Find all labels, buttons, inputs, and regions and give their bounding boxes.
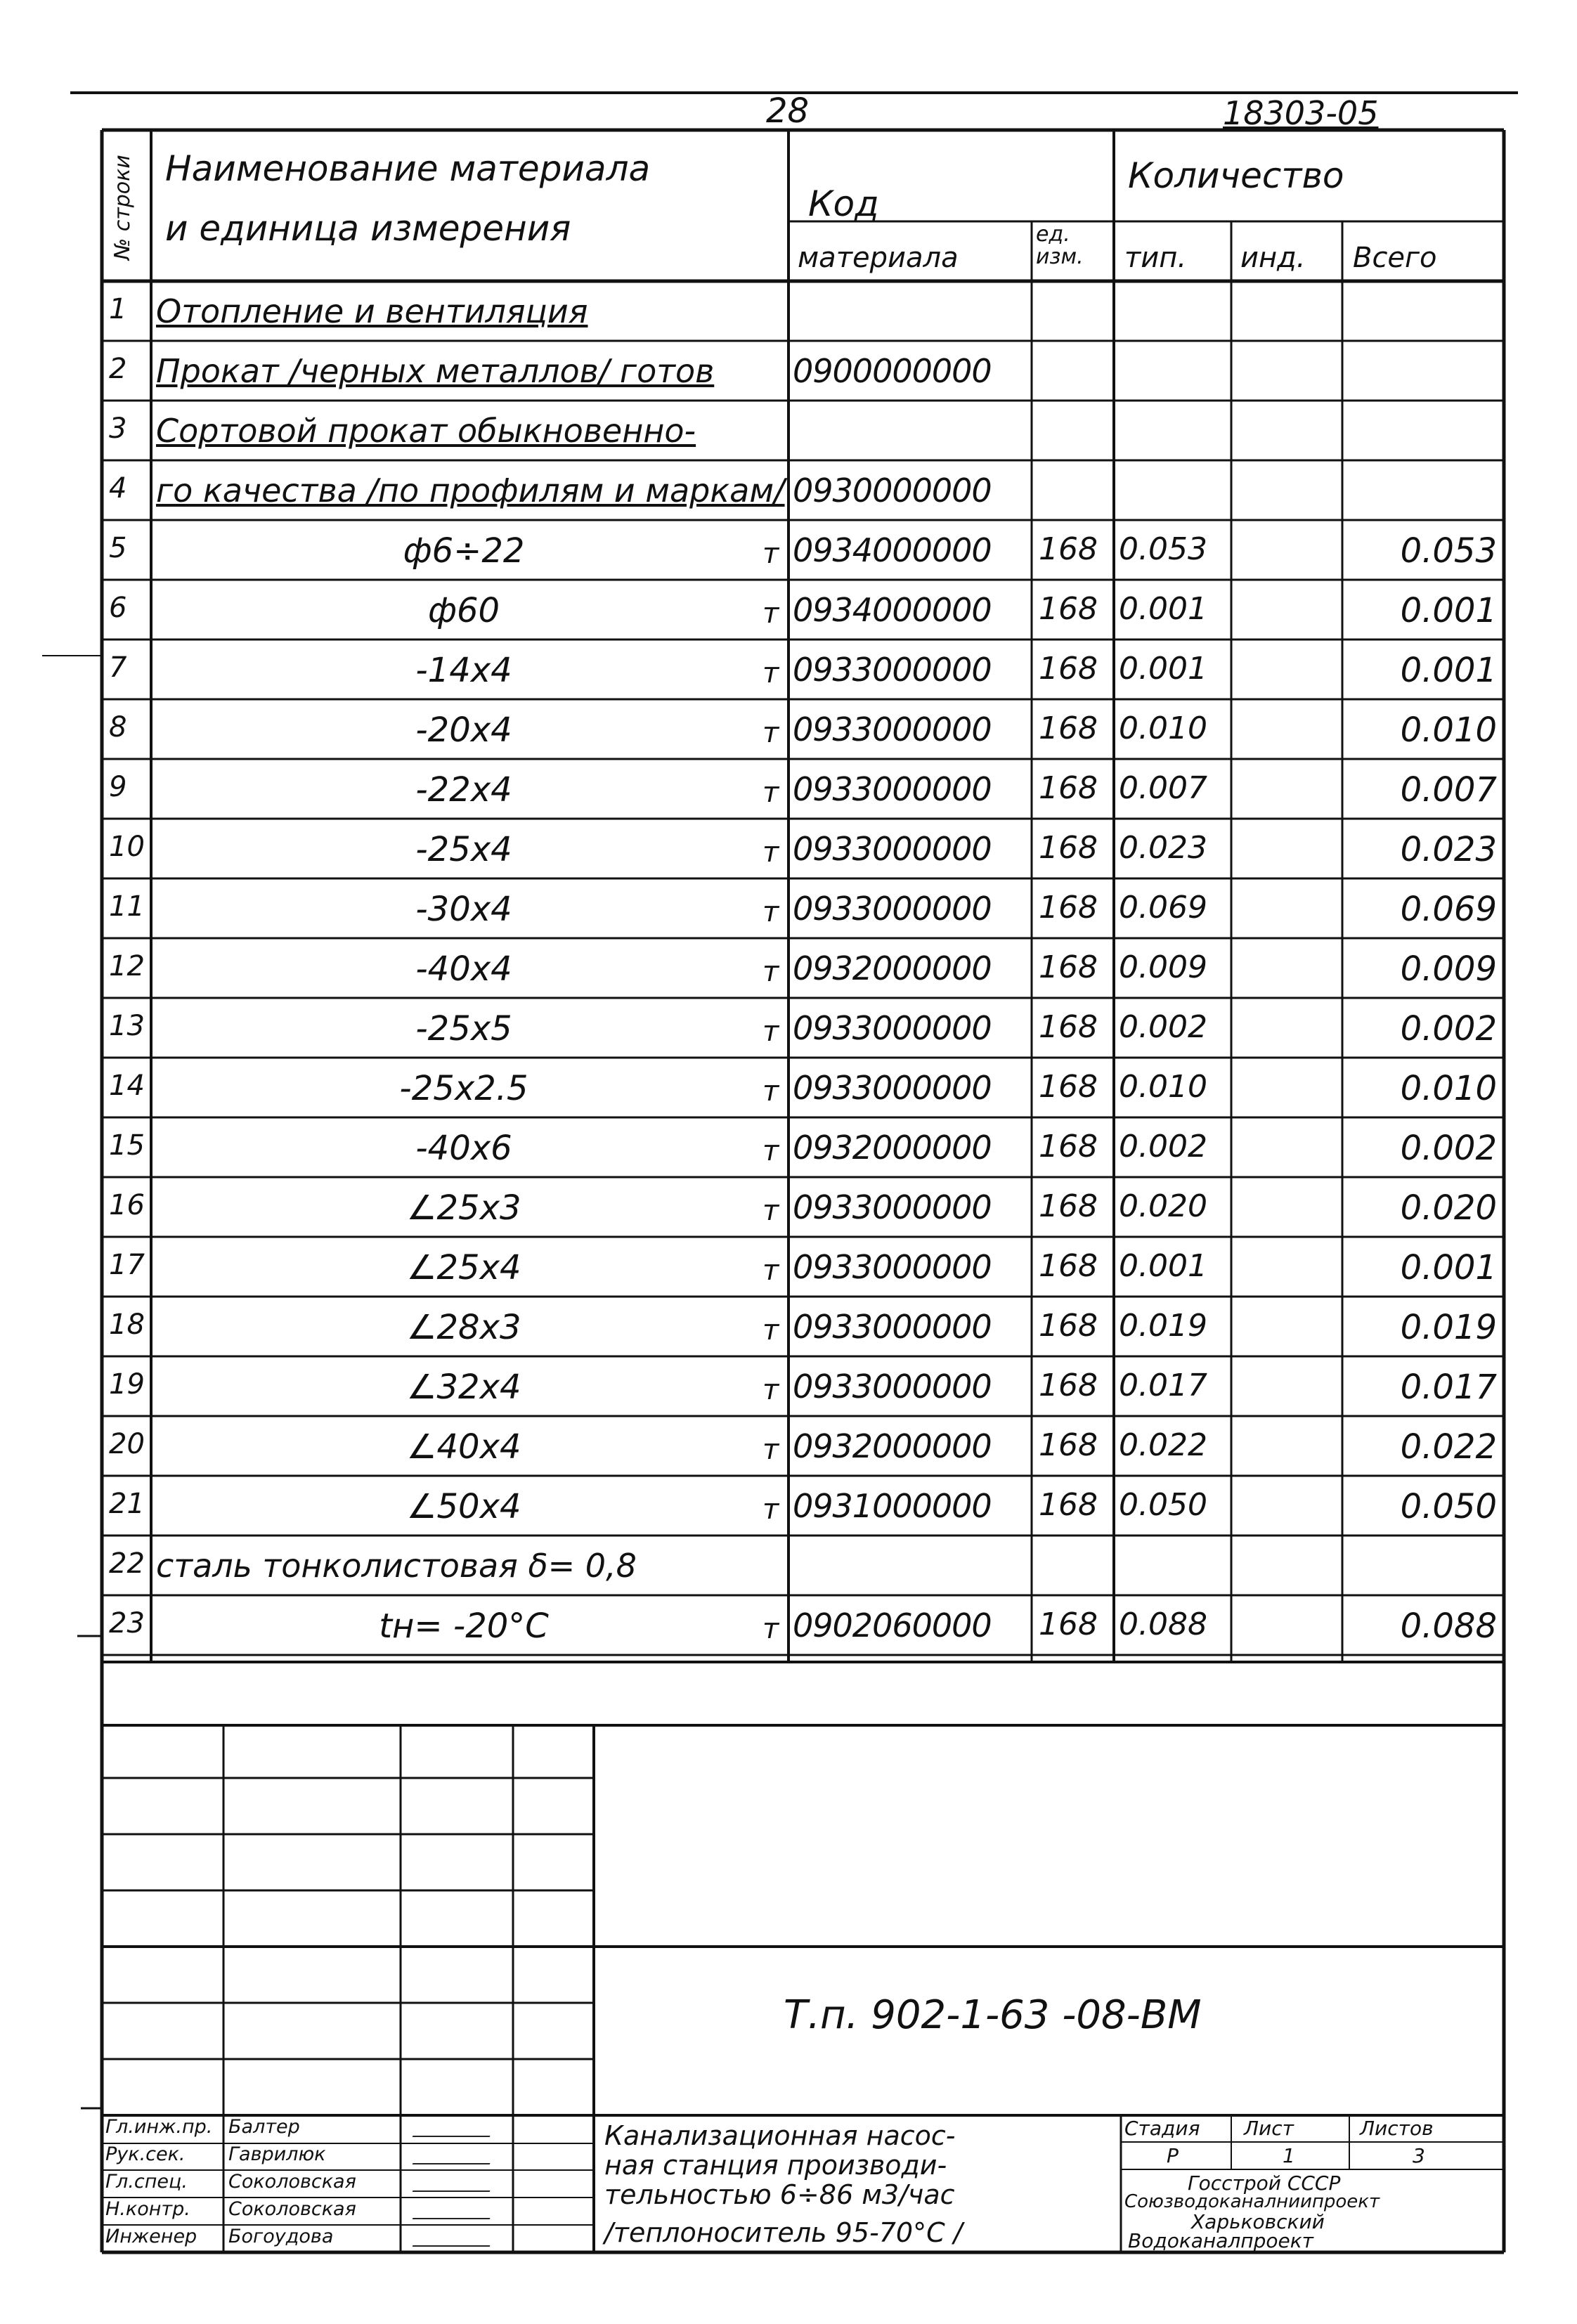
- unit-of-measure: т: [762, 1135, 779, 1167]
- qty-total: 0.019: [1400, 1308, 1497, 1347]
- material-code: 0933000000: [793, 890, 992, 928]
- material-code: 0933000000: [793, 1368, 992, 1406]
- material-subheader: материала: [798, 242, 959, 274]
- qty-total: 0.022: [1400, 1427, 1497, 1467]
- unit-code: 168: [1039, 830, 1098, 866]
- unit-code: 168: [1039, 949, 1098, 985]
- unit-of-measure: т: [762, 956, 779, 988]
- qty-total: 0.002: [1400, 1009, 1497, 1049]
- material-name: ∠28х3: [406, 1308, 521, 1347]
- staff-role: Гл.инж.пр.: [105, 2116, 213, 2138]
- row-number: 1: [109, 293, 127, 325]
- qty-total: 0.009: [1400, 949, 1497, 989]
- unit-code: 168: [1039, 1368, 1098, 1403]
- material-code: 0932000000: [793, 1427, 992, 1465]
- row-number: 18: [109, 1309, 145, 1341]
- unit-code: 168: [1039, 1606, 1098, 1642]
- material-code: 0934000000: [793, 531, 992, 569]
- unit-code: 168: [1039, 1129, 1098, 1164]
- material-name: ∠32х4: [406, 1368, 521, 1407]
- qty-total: 0.001: [1400, 591, 1497, 630]
- unit-of-measure: т: [762, 896, 779, 928]
- unit-code: 168: [1039, 651, 1098, 687]
- staff-role: Рук.сек.: [105, 2143, 186, 2165]
- description-line1: Канализационная насос-: [604, 2120, 956, 2151]
- qty-total: 0.088: [1400, 1606, 1497, 1646]
- material-code: 0933000000: [793, 710, 992, 748]
- unit-code: 168: [1039, 1487, 1098, 1523]
- unit-code: 168: [1039, 890, 1098, 926]
- material-name: tн= -20°С: [379, 1606, 549, 1646]
- unit-code: 168: [1039, 1069, 1098, 1105]
- signature: [413, 2179, 495, 2192]
- row-number: 8: [109, 711, 127, 744]
- sheets-label: Листов: [1360, 2117, 1434, 2140]
- qty-typ: 0.022: [1119, 1427, 1207, 1463]
- signature: [413, 2124, 495, 2137]
- row-number: 23: [109, 1607, 145, 1640]
- row-number: 14: [109, 1070, 145, 1102]
- total-subheader: Всего: [1353, 242, 1437, 274]
- material-name: -25х4: [415, 830, 512, 869]
- ind-subheader: инд.: [1240, 242, 1306, 274]
- qty-total: 0.001: [1400, 1248, 1497, 1287]
- material-name: ф60: [427, 591, 500, 630]
- qty-total: 0.069: [1400, 890, 1497, 929]
- sheets-value: 3: [1413, 2144, 1425, 2167]
- org-line3: Харьковский: [1191, 2210, 1325, 2233]
- unit-code: 168: [1039, 591, 1098, 627]
- material-name: -14х4: [415, 651, 512, 690]
- material-code: 0930000000: [793, 472, 992, 509]
- material-name: ф6÷22: [403, 531, 525, 571]
- page-number: 28: [766, 91, 810, 131]
- row-number: 6: [109, 592, 127, 624]
- qty-total: 0.023: [1400, 830, 1497, 869]
- material-name: ∠25х4: [406, 1248, 521, 1287]
- org-line1: Госстрой СССР: [1188, 2172, 1341, 2195]
- unit-of-measure: т: [762, 777, 779, 809]
- material-name: ∠25х3: [406, 1188, 521, 1228]
- staff-name: Балтер: [228, 2116, 300, 2138]
- row-number: 3: [109, 413, 127, 445]
- row-number: 15: [109, 1129, 145, 1162]
- row-number: 2: [109, 353, 127, 385]
- unit-of-measure: т: [762, 717, 779, 749]
- row-number: 5: [109, 532, 127, 564]
- material-code: 0933000000: [793, 770, 992, 808]
- unit-code: 168: [1039, 1248, 1098, 1284]
- row-number: 22: [109, 1547, 145, 1580]
- row-number: 16: [109, 1189, 145, 1221]
- material-code: 0933000000: [793, 830, 992, 868]
- code-header: Код: [808, 183, 879, 224]
- sheet-label: Лист: [1244, 2117, 1294, 2140]
- description-line2: ная станция производи-: [604, 2150, 947, 2181]
- qty-typ: 0.017: [1119, 1368, 1207, 1403]
- material-name: -22х4: [415, 770, 512, 810]
- qty-total: 0.001: [1400, 651, 1497, 690]
- unit-of-measure: т: [762, 836, 779, 869]
- material-code: 0931000000: [793, 1487, 992, 1525]
- stage-value: Р: [1167, 2144, 1179, 2167]
- unit-of-measure: т: [762, 1314, 779, 1346]
- qty-total: 0.007: [1400, 770, 1497, 810]
- quantity-header: Количество: [1128, 155, 1344, 196]
- material-code: 0932000000: [793, 1129, 992, 1167]
- staff-role: Н.контр.: [105, 2198, 190, 2220]
- unit-of-measure: т: [762, 1254, 779, 1287]
- staff-name: Соколовская: [228, 2171, 356, 2193]
- signature: [413, 2207, 495, 2219]
- qty-typ: 0.002: [1119, 1009, 1207, 1045]
- qty-typ: 0.069: [1119, 890, 1207, 926]
- row-number: 20: [109, 1428, 145, 1460]
- description-line3: тельностью 6÷86 м3/час: [604, 2179, 955, 2210]
- row-number: 4: [109, 472, 127, 505]
- material-name: сталь тонколистовая δ= 0,8: [156, 1547, 637, 1585]
- staff-role: Гл.спец.: [105, 2171, 188, 2193]
- qty-total: 0.010: [1400, 710, 1497, 750]
- material-name: ∠50х4: [406, 1487, 521, 1526]
- unit-of-measure: т: [762, 597, 779, 630]
- material-code: 0902060000: [793, 1606, 992, 1644]
- qty-total: 0.002: [1400, 1129, 1497, 1168]
- material-name: ∠40х4: [406, 1427, 521, 1467]
- material-code: 0932000000: [793, 949, 992, 987]
- unit-of-measure: т: [762, 657, 779, 689]
- material-code: 0933000000: [793, 1069, 992, 1107]
- qty-typ: 0.001: [1119, 1248, 1207, 1284]
- qty-total: 0.010: [1400, 1069, 1497, 1108]
- unit-of-measure: т: [762, 538, 779, 570]
- unit-code: 168: [1039, 710, 1098, 746]
- qty-typ: 0.007: [1119, 770, 1207, 806]
- material-code: 0934000000: [793, 591, 992, 629]
- row-number: 21: [109, 1488, 145, 1520]
- material-name: го качества /по профилям и маркам/: [156, 472, 785, 509]
- material-code: 0933000000: [793, 1308, 992, 1346]
- qty-typ: 0.050: [1119, 1487, 1207, 1523]
- row-number-header: № строки: [110, 155, 135, 260]
- qty-typ: 0.010: [1119, 710, 1207, 746]
- typ-subheader: тип.: [1124, 242, 1187, 274]
- qty-typ: 0.053: [1119, 531, 1207, 567]
- signature: [413, 2234, 495, 2247]
- qty-typ: 0.002: [1119, 1129, 1207, 1164]
- unit-code: 168: [1039, 531, 1098, 567]
- org-line4: Водоканалпроект: [1128, 2229, 1313, 2252]
- qty-total: 0.017: [1400, 1368, 1497, 1407]
- unit-code: 168: [1039, 1188, 1098, 1224]
- qty-typ: 0.088: [1119, 1606, 1207, 1642]
- material-code: 0933000000: [793, 1248, 992, 1286]
- unit-code: 168: [1039, 1308, 1098, 1344]
- row-number: 9: [109, 771, 127, 803]
- row-number: 17: [109, 1249, 145, 1281]
- qty-typ: 0.023: [1119, 830, 1207, 866]
- material-name: -25х5: [415, 1009, 512, 1049]
- unit-of-measure: т: [762, 1434, 779, 1466]
- material-code: 0933000000: [793, 1188, 992, 1226]
- org-line2: Союзводоканалниипроект: [1124, 2191, 1380, 2212]
- row-number: 19: [109, 1368, 145, 1401]
- description-line4: /теплоноситель 95-70°С /: [604, 2217, 963, 2248]
- qty-typ: 0.010: [1119, 1069, 1207, 1105]
- material-code: 0933000000: [793, 1009, 992, 1047]
- material-code: 0933000000: [793, 651, 992, 689]
- sheet-value: 1: [1283, 2144, 1295, 2167]
- name-header-line1: Наименование материала: [165, 148, 651, 189]
- material-name: Отопление и вентиляция: [156, 292, 588, 330]
- qty-typ: 0.009: [1119, 949, 1207, 985]
- qty-typ: 0.019: [1119, 1308, 1207, 1344]
- unit-code: 168: [1039, 1427, 1098, 1463]
- staff-role: Инженер: [105, 2226, 197, 2247]
- qty-typ: 0.001: [1119, 591, 1207, 627]
- stage-label: Стадия: [1124, 2117, 1200, 2140]
- material-name: Прокат /черных металлов/ готов: [156, 352, 715, 390]
- staff-name: Соколовская: [228, 2198, 356, 2220]
- unit-of-measure: т: [762, 1015, 779, 1048]
- unit-of-measure: т: [762, 1374, 779, 1406]
- qty-typ: 0.020: [1119, 1188, 1207, 1224]
- qty-total: 0.050: [1400, 1487, 1497, 1526]
- unit-of-measure: т: [762, 1613, 779, 1645]
- material-name: Сортовой прокат обыкновенно-: [156, 412, 696, 450]
- row-number: 13: [109, 1010, 145, 1042]
- qty-total: 0.020: [1400, 1188, 1497, 1228]
- row-number: 12: [109, 950, 145, 982]
- material-name: -20х4: [415, 710, 512, 750]
- row-number: 11: [109, 890, 145, 923]
- signature: [413, 2152, 495, 2164]
- unit-subheader: ед. изм.: [1036, 222, 1084, 269]
- name-header-line2: и единица измерения: [165, 208, 571, 249]
- document-designation: Т.п. 902-1-63 -08-ВМ: [784, 1992, 1202, 2038]
- unit-of-measure: т: [762, 1195, 779, 1227]
- row-number: 10: [109, 831, 145, 863]
- staff-name: Богоудова: [228, 2226, 334, 2247]
- row-number: 7: [109, 651, 127, 684]
- qty-total: 0.053: [1400, 531, 1497, 571]
- material-code: 0900000000: [793, 352, 992, 390]
- unit-of-measure: т: [762, 1493, 779, 1526]
- unit-of-measure: т: [762, 1075, 779, 1108]
- material-name: -40х6: [415, 1129, 512, 1168]
- material-name: -25х2.5: [399, 1069, 528, 1108]
- unit-code: 168: [1039, 1009, 1098, 1045]
- material-name: -40х4: [415, 949, 512, 989]
- material-name: -30х4: [415, 890, 512, 929]
- unit-code: 168: [1039, 770, 1098, 806]
- document-number: 18303-05: [1223, 94, 1379, 132]
- staff-name: Гаврилюк: [228, 2143, 326, 2165]
- qty-typ: 0.001: [1119, 651, 1207, 687]
